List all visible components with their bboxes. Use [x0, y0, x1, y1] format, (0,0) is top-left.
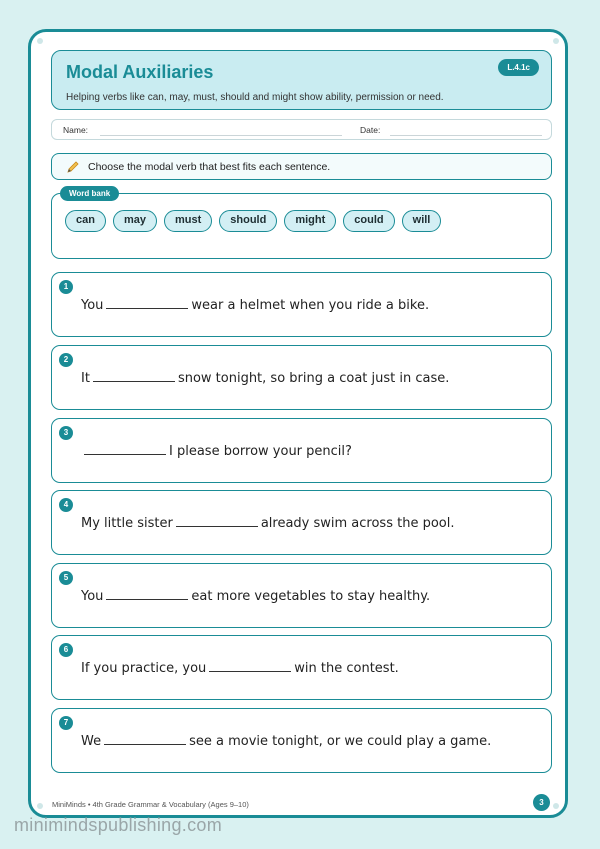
sentence-end: already swim across the pool. [260, 516, 455, 531]
pencil-icon [66, 160, 80, 174]
sentence-end: wear a helmet when you ride a bike. [191, 298, 430, 313]
date-line[interactable] [390, 135, 542, 136]
name-label: Name: [63, 125, 89, 135]
question-card [51, 563, 552, 628]
answer-blank[interactable] [106, 307, 188, 309]
question-card [51, 635, 552, 700]
page-number: 3 [533, 794, 550, 811]
question-card [51, 272, 552, 337]
question-number: 7 [59, 716, 73, 730]
corner-dot [37, 38, 43, 44]
word-chip: will [402, 210, 442, 232]
corner-dot [37, 803, 43, 809]
word-bank [51, 189, 552, 259]
sentence-end: eat more vegetables to stay healthy. [191, 589, 431, 604]
sentence-end: win the contest. [294, 661, 399, 676]
word-chip: may [113, 210, 157, 232]
sentence-start: It [81, 371, 90, 386]
instruction-box [51, 153, 552, 180]
answer-blank[interactable] [84, 453, 166, 455]
question-sentence [81, 734, 491, 749]
sentence-end: I please borrow your pencil? [169, 444, 352, 459]
standard-badge: L.4.1c [498, 59, 539, 76]
answer-blank[interactable] [93, 380, 175, 382]
date-label: Date: [360, 125, 381, 135]
watermark: minimindspublishing.com [14, 815, 222, 835]
question-sentence [81, 298, 429, 313]
sentence-start: You [81, 298, 104, 313]
page-subtitle: Helping verbs like can, may, must, should and might show ability, permission or need. [66, 92, 444, 103]
answer-blank[interactable] [104, 743, 186, 745]
corner-dot [553, 38, 559, 44]
question-number: 3 [59, 426, 73, 440]
question-sentence [81, 371, 449, 386]
word-chip: must [164, 210, 212, 232]
worksheet-page [28, 29, 568, 818]
question-card [51, 490, 552, 555]
question-sentence [81, 661, 399, 676]
question-sentence [81, 516, 454, 531]
sentence-start: We [81, 734, 102, 749]
question-number: 4 [59, 498, 73, 512]
word-chip: could [343, 210, 394, 232]
sentence-end: see a movie tonight, or we could play a game. [189, 734, 492, 749]
sentence-start: You [81, 589, 104, 604]
name-date-bar [51, 119, 552, 140]
sentence-start: My little sister [81, 516, 173, 531]
page-title: Modal Auxiliaries [66, 62, 214, 82]
word-chip: can [65, 210, 106, 232]
question-number: 5 [59, 571, 73, 585]
question-number: 2 [59, 353, 73, 367]
question-sentence [81, 589, 430, 604]
word-chip: might [284, 210, 336, 232]
question-sentence [81, 444, 352, 459]
word-bank-title: Word bank [60, 186, 119, 201]
answer-blank[interactable] [176, 525, 258, 527]
question-card [51, 418, 552, 483]
sentence-end: snow tonight, so bring a coat just in case. [177, 371, 450, 386]
question-number: 1 [59, 280, 73, 294]
question-number: 6 [59, 643, 73, 657]
question-card [51, 708, 552, 773]
sentence-start: If you practice, you [81, 661, 207, 676]
answer-blank[interactable] [209, 670, 291, 672]
instruction-text: Choose the modal verb that best fits each sentence. [88, 161, 331, 173]
corner-dot [553, 803, 559, 809]
title-banner [51, 50, 552, 110]
question-card [51, 345, 552, 410]
word-chip: should [219, 210, 277, 232]
name-line[interactable] [100, 135, 342, 136]
footer-text: MiniMinds • 4th Grade Grammar & Vocabulary (Ages 9–10) [52, 800, 249, 809]
answer-blank[interactable] [106, 598, 188, 600]
